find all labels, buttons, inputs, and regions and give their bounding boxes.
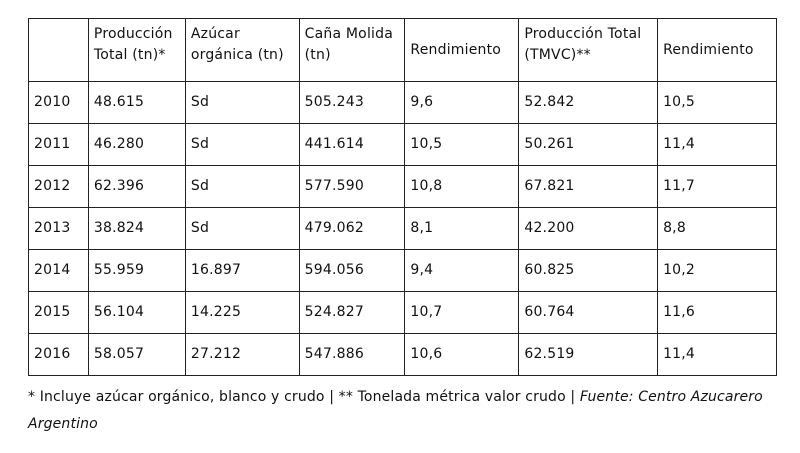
cell-total-production: 46.280 [88,124,185,166]
cell-total-production-tmvc: 42.200 [519,208,658,250]
cell-yield: 9,6 [405,82,519,124]
cell-organic-sugar: Sd [185,82,299,124]
footnote-text: * Incluye azúcar orgánico, blanco y crudo | ** Tonelada métrica valor crudo | [28,389,580,405]
header-cell-year [29,19,89,82]
table-row [29,82,777,124]
cell-total-production-tmvc: 60.825 [519,250,658,292]
cell-cane-milled: 577.590 [299,166,405,208]
table-row [29,334,777,376]
footnote-source: Fuente: Centro Azucarero Argentino [28,389,763,432]
cell-organic-sugar: 27.212 [185,334,299,376]
cell-total-production: 55.959 [88,250,185,292]
cell-year: 2014 [29,250,89,292]
header-cell-total-production: Producción Total (tn)* [88,19,185,82]
table-row [29,208,777,250]
cell-organic-sugar: Sd [185,208,299,250]
table-row [29,292,777,334]
cell-total-production-tmvc: 62.519 [519,334,658,376]
production-table [28,18,777,376]
header-cell-organic-sugar: Azúcar orgánica (tn) [185,19,299,82]
cell-cane-milled: 479.062 [299,208,405,250]
header-row [29,19,777,82]
cell-yield: 8,1 [405,208,519,250]
table-row [29,124,777,166]
cell-yield-tmvc: 11,4 [658,334,777,376]
header-cell-yield-tmvc: Rendimiento [658,19,777,82]
cell-organic-sugar: 14.225 [185,292,299,334]
cell-total-production: 48.615 [88,82,185,124]
cell-total-production: 56.104 [88,292,185,334]
header-cell-cane-milled: Caña Molida (tn) [299,19,405,82]
cell-cane-milled: 524.827 [299,292,405,334]
cell-yield-tmvc: 10,5 [658,82,777,124]
cell-total-production-tmvc: 52.842 [519,82,658,124]
table-footnote [28,384,788,438]
cell-yield: 10,5 [405,124,519,166]
cell-cane-milled: 594.056 [299,250,405,292]
cell-total-production: 38.824 [88,208,185,250]
cell-yield-tmvc: 11,6 [658,292,777,334]
cell-total-production-tmvc: 50.261 [519,124,658,166]
header-cell-yield: Rendimiento [405,19,519,82]
header-cell-total-production-tmvc: Producción Total (TMVC)** [519,19,658,82]
cell-yield: 10,7 [405,292,519,334]
cell-year: 2012 [29,166,89,208]
cell-yield: 9,4 [405,250,519,292]
cell-year: 2010 [29,82,89,124]
cell-organic-sugar: 16.897 [185,250,299,292]
cell-total-production-tmvc: 60.764 [519,292,658,334]
cell-year: 2015 [29,292,89,334]
cell-yield-tmvc: 11,7 [658,166,777,208]
cell-organic-sugar: Sd [185,166,299,208]
cell-year: 2016 [29,334,89,376]
cell-total-production: 62.396 [88,166,185,208]
cell-cane-milled: 441.614 [299,124,405,166]
cell-year: 2013 [29,208,89,250]
cell-organic-sugar: Sd [185,124,299,166]
cell-yield-tmvc: 10,2 [658,250,777,292]
table-row [29,166,777,208]
cell-yield-tmvc: 8,8 [658,208,777,250]
cell-total-production-tmvc: 67.821 [519,166,658,208]
cell-cane-milled: 547.886 [299,334,405,376]
cell-total-production: 58.057 [88,334,185,376]
cell-year: 2011 [29,124,89,166]
cell-yield: 10,6 [405,334,519,376]
cell-yield-tmvc: 11,4 [658,124,777,166]
cell-cane-milled: 505.243 [299,82,405,124]
cell-yield: 10,8 [405,166,519,208]
table-row [29,250,777,292]
